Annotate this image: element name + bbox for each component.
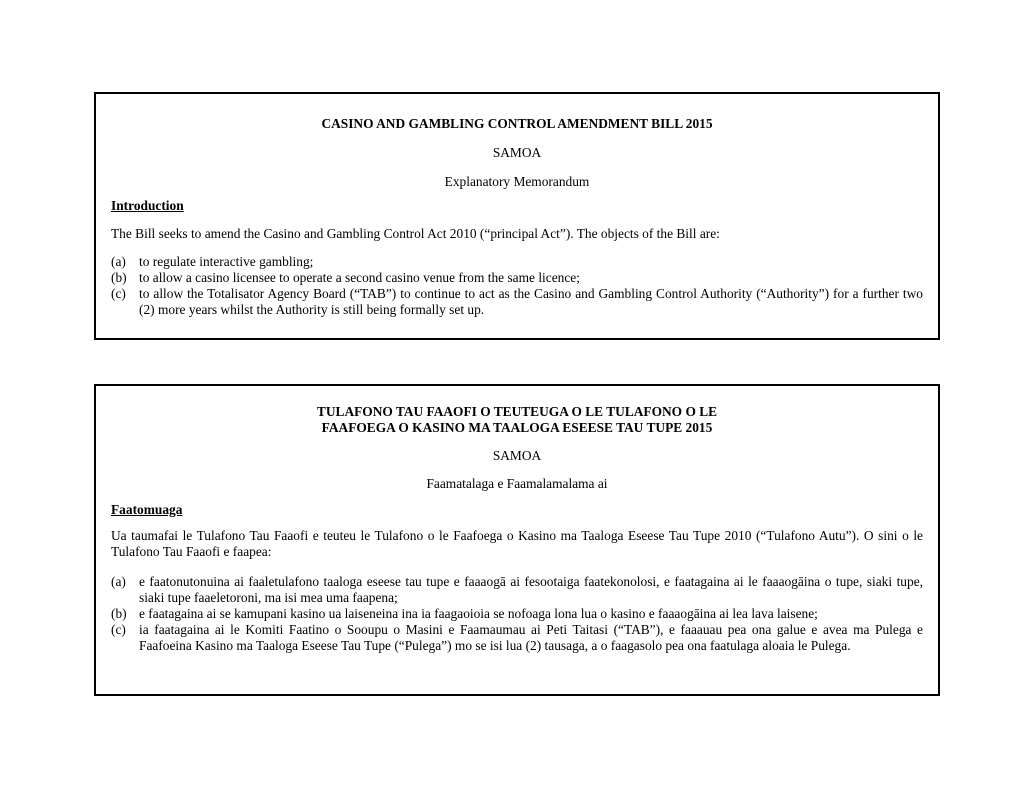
objects-list [111,574,923,654]
list-marker: (c) [111,286,126,301]
bill-title: CASINO AND GAMBLING CONTROL AMENDMENT BILL 2015 [321,116,713,131]
list-item-text: ia faatagaina ai le Komiti Faatino o Sooupu o Masini e Faamaumau ai Peti Taitasi (“TAB”), e faaauau pea ona galue e avea ma Pulega e Faafoeina Kasino ma Taaloga Eseese Tau Tupe (“Pulega”) mo se isi lua (2) tausaga, a o faagasolo pea ona faatulaga aloaia le Pulega. [139,622,923,653]
list-item [111,606,923,622]
country-label: SAMOA [492,448,542,463]
memorandum-subtitle: Explanatory Memorandum [444,174,590,189]
list-marker: (c) [111,622,126,637]
introduction-heading: Introduction [111,198,184,213]
introduction-paragraph: Ua taumafai le Tulafono Tau Faaofi e teuteu le Tulafono o le Faafoega o Kasino ma Taaloga Eseese Tau Tupe 2010 (“Tulafono Autu”). O sini o le Tulafono Tau Faaofi e faapea: [111,528,923,559]
list-marker: (b) [111,270,127,285]
list-item [111,254,923,270]
bill-title-line-2: FAAFOEGA O KASINO MA TAALOGA ESEESE TAU TUPE 2015 [321,420,713,435]
list-item [111,574,923,606]
list-item [111,286,923,318]
list-item-text: e faatonutonuina ai faaletulafono taaloga eseese tau tupe e faaaogā ai fesootaiga faatekonolosi, e faatagaina ai le faaaogāina o tupe, siaki tupe, siaki tupe faaeletoroni, ma isi mea uma faapena; [139,574,923,605]
list-item-text: to allow the Totalisator Agency Board (“TAB”) to continue to act as the Casino and Gambling Control Authority (“Authority”) for a further two (2) more years whilst the Authority is still being formally set up. [139,286,923,317]
list-marker: (a) [111,574,126,589]
list-item-text: to allow a casino licensee to operate a second casino venue from the same licence; [139,270,580,285]
objects-list [111,254,923,318]
list-marker: (b) [111,606,127,621]
list-marker: (a) [111,254,126,269]
list-item [111,270,923,286]
bill-title-line-1: TULAFONO TAU FAAOFI O TEUTEUGA O LE TULAFONO O LE [316,404,718,419]
english-memorandum-box [94,92,940,340]
introduction-heading: Faatomuaga [111,502,183,517]
samoan-memorandum-box [94,384,940,696]
list-item-text: e faatagaina ai se kamupani kasino ua laiseneina ina ia faagaoioia se nofoaga lona lua o kasino e faaaogāina ai lea lava laisene; [139,606,818,621]
list-item [111,622,923,654]
list-item-text: to regulate interactive gambling; [139,254,314,269]
country-label: SAMOA [492,145,542,160]
memorandum-subtitle: Faamatalaga e Faamalamalama ai [426,476,608,491]
introduction-paragraph: The Bill seeks to amend the Casino and Gambling Control Act 2010 (“principal Act”). The objects of the Bill are: [111,226,720,241]
